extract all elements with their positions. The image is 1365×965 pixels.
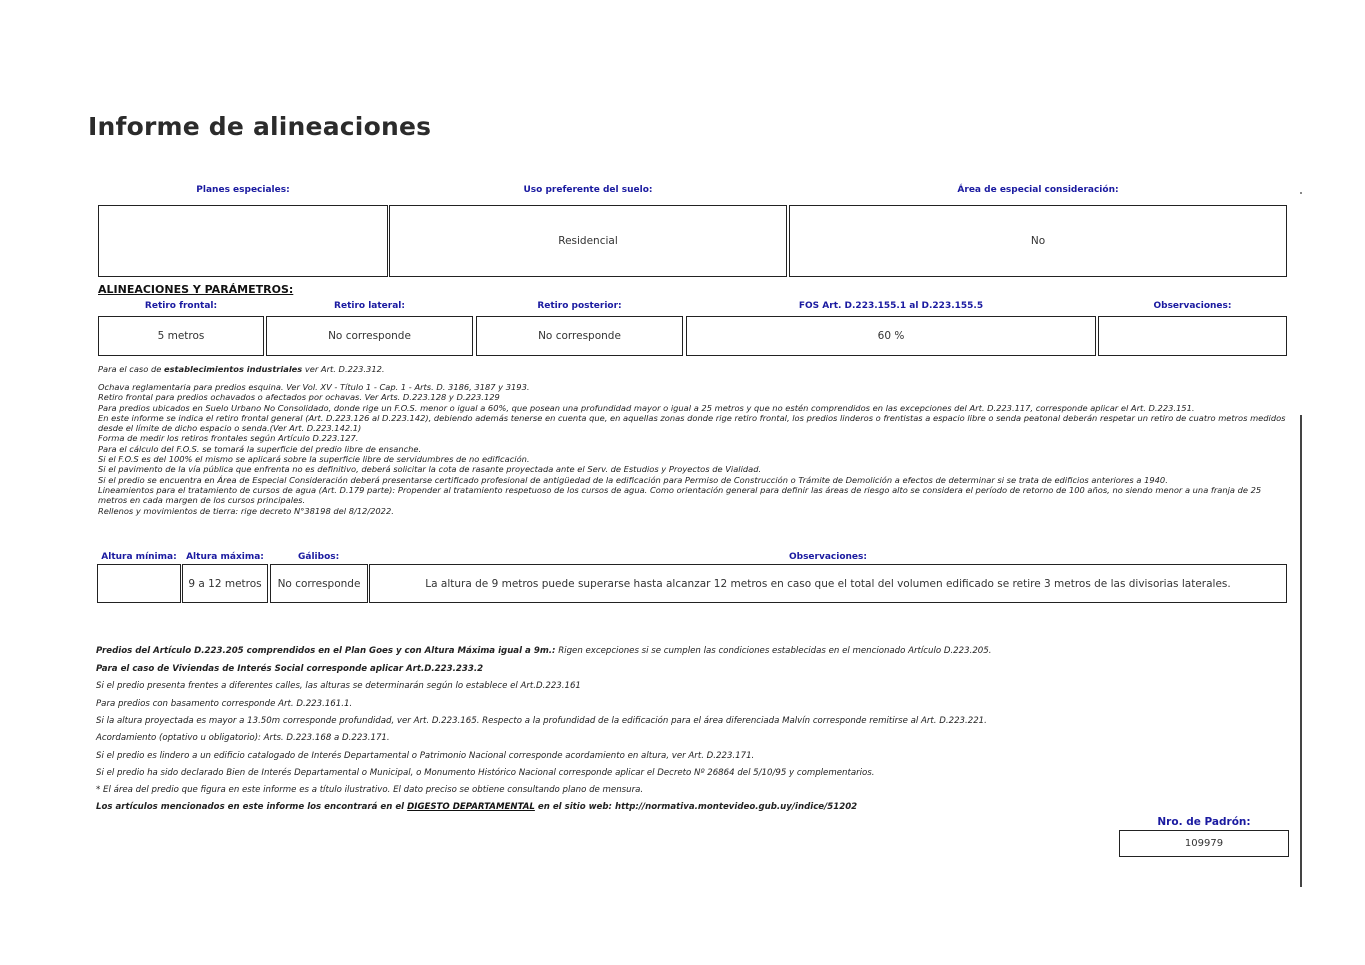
digesto-prefix: Los artículos mencionados en este informe los encontrará en el [96,802,408,812]
padron-label: Nro. de Padrón: [1157,816,1251,828]
altura-minima-header: Altura mínima: [101,552,177,562]
retiro-posterior-value: No corresponde [476,316,683,356]
area-especial-header: Área de especial consideración: [957,185,1119,195]
retiro-posterior-header: Retiro posterior: [537,301,622,311]
note-line: En este informe se indica el retiro frontal general (Art. D.223.126 al D.223.142), debiendo además tenerse en cuenta que, en aquellas zonas donde rige retiro frontal, los predios linderos o frentistas a espacio libre o senda peatonal deberán respetar un retiro de cuatro metros medidos desde el límite de dicho espacio o senda.(Ver Art. D.223.142.1) [98,412,1286,434]
padron-value: 109979 [1119,830,1289,857]
fos-header: FOS Art. D.223.155.1 al D.223.155.5 [798,301,984,311]
industrial-note-prefix: Para el caso de [98,364,164,374]
altura-minima-value [97,564,181,603]
footer-line: * El área del predio que figura en este informe es a título ilustrativo. El dato preciso se obtiene consultando plano de mensura. [96,785,644,795]
uso-suelo-value: Residencial [389,205,787,277]
footer-line: Si el predio presenta frentes a diferentes calles, las alturas se determinarán según lo establece el Art.D.223.161 [96,681,581,691]
altura-observaciones-value: La altura de 9 metros puede superarse hasta alcanzar 12 metros en caso que el total del volumen edificado se retire 3 metros de las divisorias laterales. [369,564,1287,603]
retiro-lateral-header: Retiro lateral: [334,301,405,311]
altura-observaciones-header: Observaciones: [788,552,867,562]
altura-maxima-value: 9 a 12 metros [182,564,268,603]
footer-line: Si el predio es lindero a un edificio catalogado de Interés Departamental o Patrimonio Nacional corresponde acordamiento en altura, ver Art. D.223.171. [96,751,755,761]
note-line: Si el pavimento de la vía pública que enfrenta no es definitivo, deberá solicitar la cota de rasante proyectada ante el Serv. de Estudios y Proyectos de Vialidad. [98,464,762,475]
note-line: Retiro frontal para predios ochavados o afectados por ochavas. Ver Arts. D.223.128 y D.223.129 [98,392,500,403]
observaciones-header: Observaciones: [1153,301,1232,311]
page-edge-tick [1300,192,1302,194]
note-line: Forma de medir los retiros frontales según Artículo D.223.127. [98,433,359,444]
galibos-header: Gálibos: [298,552,340,562]
planes-especiales-header: Planes especiales: [196,185,290,195]
note-line: Para el cálculo del F.O.S. se tomará la superficie del predio libre de ensanche. [98,443,422,454]
digesto-link[interactable]: DIGESTO DEPARTAMENTAL [407,802,535,812]
goes-note-text: Rigen excepciones si se cumplen las condiciones establecidas en el mencionado Artículo D.223.205. [555,646,992,656]
retiro-frontal-header: Retiro frontal: [144,301,218,311]
altura-maxima-header: Altura máxima: [186,552,264,562]
planes-especiales-value [98,205,388,277]
page-edge-line [1300,415,1302,887]
industrial-note-bold: establecimientos industriales [163,364,303,374]
note-line: Lineamientos para el tratamiento de cursos de agua (Art. D.179 parte): Propender al tratamiento respetuoso de los cursos de agua. Como orientación general para definir las áreas de riesgo alto se considera el período de retorno de 100 años, no siendo menor a una franja de 25 metros en cada margen de los cursos principales. [98,484,1262,506]
note-line: Ochava reglamentaria para predios esquina. Ver Vol. XV - Título 1 - Cap. 1 - Arts. D. 3186, 3187 y 3193. [98,382,530,392]
notes-block [98,382,1288,516]
footer-line: Acordamiento (optativo u obligatorio): Arts. D.223.168 a D.223.171. [96,733,390,743]
note-line: Si el F.O.S es del 100% el mismo se aplicará sobre la superficie libre de servidumbres de no edificación. [98,454,530,465]
footer-line: Si el predio ha sido declarado Bien de Interés Departamental o Municipal, o Monumento Histórico Nacional corresponde aplicar el Decreto Nº 26864 del 5/10/95 y complementarios. [96,768,875,778]
goes-note-bold: Predios del Artículo D.223.205 comprendidos en el Plan Goes y con Altura Máxima igual a 9m.: [96,646,556,656]
industrial-note [98,364,1288,374]
industrial-note-suffix: ver Art. D.223.312. [302,364,385,374]
observaciones-value [1098,316,1287,356]
footer-line: Si la altura proyectada es mayor a 13.50m corresponde profundidad, ver Art. D.223.165. Respecto a la profundidad de la edificación para el área diferenciada Malvín corresponde remitirse al Art. D.223.221. [96,716,987,726]
uso-suelo-header: Uso preferente del suelo: [523,185,653,195]
section-title: ALINEACIONES Y PARÁMETROS: [98,283,294,296]
retiro-frontal-value: 5 metros [98,316,264,356]
digesto-note [96,802,857,812]
footer-line: Para predios con basamento corresponde Art. D.223.161.1. [96,699,353,709]
note-line: Para predios ubicados en Suelo Urbano No Consolidado, donde rige un F.O.S. menor o igual a 60%, que posean una profundidad mayor o igual a 25 metros y que no estén comprendidos en las excepciones del Art. D.223.117, corresponde aplicar el Art. D.223.151. [98,402,1195,413]
vis-note: Para el caso de Viviendas de Interés Social corresponde aplicar Art.D.223.233.2 [96,664,484,674]
goes-note [96,646,991,656]
note-line: Rellenos y movimientos de tierra: rige decreto N°38198 del 8/12/2022. [98,505,394,516]
fos-value: 60 % [686,316,1096,356]
area-especial-value: No [789,205,1287,277]
note-line: Si el predio se encuentra en Área de Especial Consideración deberá presentarse certificado profesional de antigüedad de la edificación para Permiso de Construcción o Trámite de Demolición a efectos de determinar si se trata de edificios anteriores a 1940. [98,474,1168,485]
retiro-lateral-value: No corresponde [266,316,473,356]
page-title: Informe de alineaciones [88,112,432,141]
digesto-suffix: en el sitio web: http://normativa.montevideo.gub.uy/indice/51202 [534,802,858,812]
galibos-value: No corresponde [270,564,368,603]
